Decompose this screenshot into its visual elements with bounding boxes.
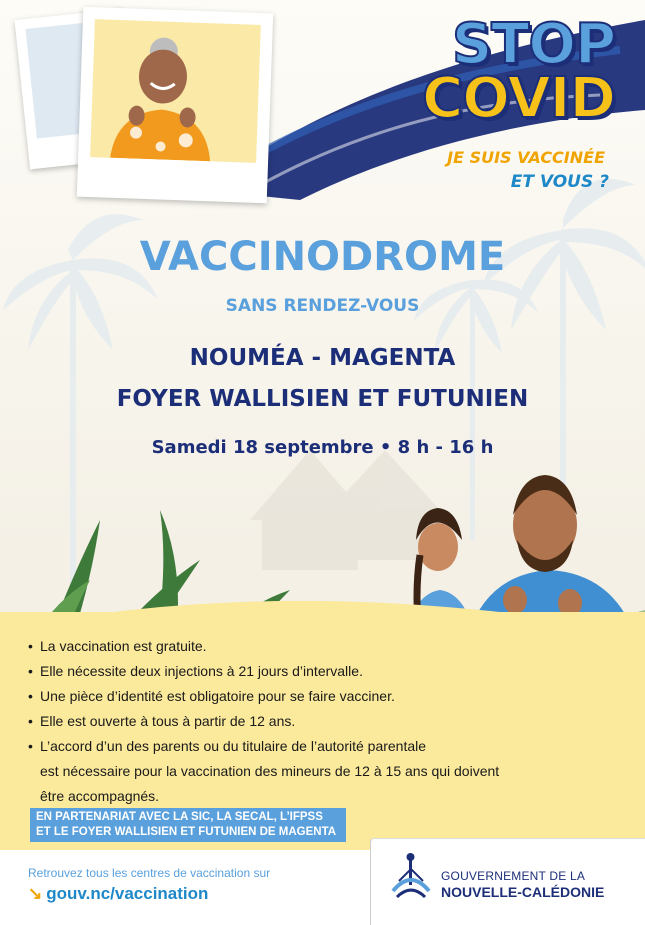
vaccinated-grandmother-illustration	[90, 19, 261, 163]
government-name-line1: GOUVERNEMENT DE LA	[441, 869, 586, 883]
info-bullet-list	[30, 634, 590, 809]
government-name-line2: NOUVELLE-CALÉDONIE	[441, 884, 605, 900]
location-line1: NOUMÉA - MAGENTA	[189, 345, 456, 371]
list-item: • Elle nécessite deux injections à 21 jours d’intervalle.	[30, 659, 590, 684]
partnership-banner	[30, 808, 346, 842]
list-item: • Une pièce d’identité est obligatoire pour se faire vacciner.	[30, 684, 590, 709]
stop-text: STOP	[451, 12, 615, 77]
event-date: Samedi 18 septembre • 8 h - 16 h	[151, 437, 494, 458]
government-logo-block	[370, 838, 645, 925]
arrow-down-right-icon: ↘	[28, 884, 43, 903]
subtitle: SANS RENDEZ-VOUS	[225, 296, 420, 316]
page-title: VACCINODROME	[139, 234, 506, 280]
stop-covid-logo	[422, 12, 615, 131]
footer-find-text: Retrouvez tous les centres de vaccination sur	[28, 866, 271, 880]
tagline-line2: ET VOUS ?	[510, 172, 609, 192]
tagline-line1: JE SUIS VACCINÉE	[447, 148, 605, 167]
vaccination-link-text: gouv.nc/vaccination	[46, 884, 209, 903]
covid-text: COVID	[422, 66, 615, 131]
list-item: • L’accord d’un des parents ou du titulaire de l’autorité parentale est nécessaire pour la vaccination des mineurs de 12 à 15 ans qui doivent être accompagnés.	[30, 734, 590, 809]
polaroid-photo-front	[77, 7, 274, 204]
partnership-line2: ET LE FOYER WALLISIEN ET FUTUNIEN DE MAGENTA	[36, 826, 337, 838]
location-line2: FOYER WALLISIEN ET FUTUNIEN	[116, 386, 529, 412]
government-emblem-icon	[389, 851, 433, 907]
partnership-line1: EN PARTENARIAT AVEC LA SIC, LA SECAL, L’IFPSS	[36, 811, 323, 823]
vaccination-link[interactable]	[28, 884, 208, 904]
list-item: • La vaccination est gratuite.	[30, 634, 590, 659]
list-item: • Elle est ouverte à tous à partir de 12 ans.	[30, 709, 590, 734]
